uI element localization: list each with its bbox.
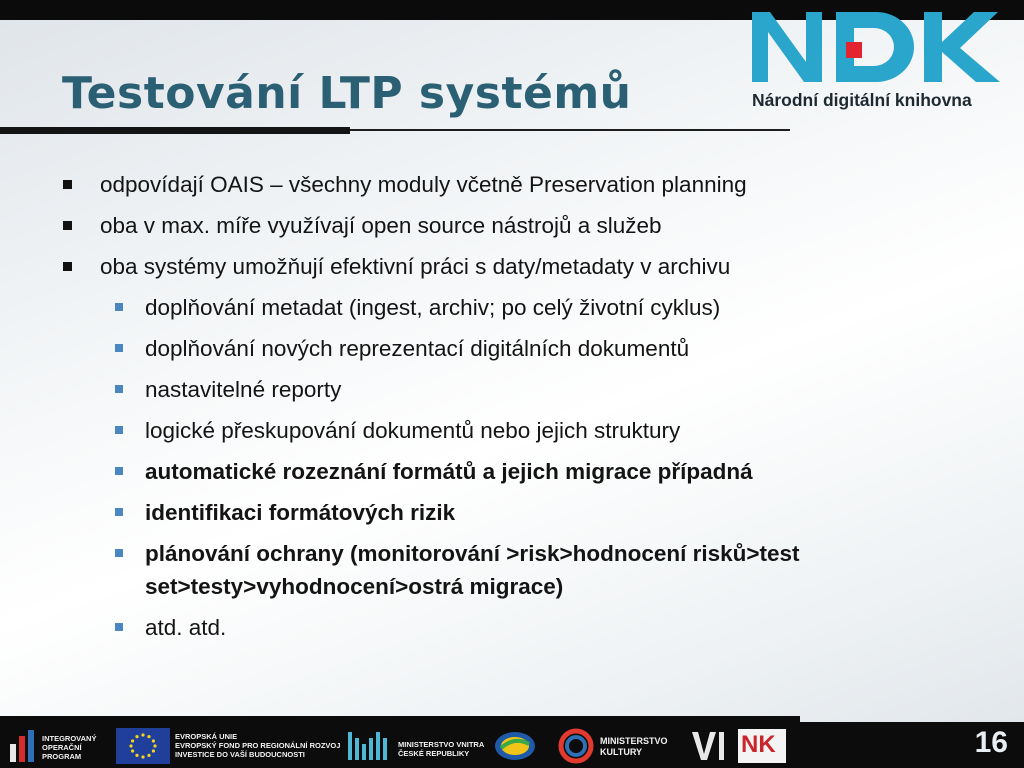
sub-list-item: logické přeskupování dokumentů nebo jejich struktury: [145, 418, 681, 443]
sub-bullet-marker: [115, 508, 123, 516]
sub-list-item: nastavitelné reporty: [145, 377, 342, 402]
vi-logo-icon: [688, 728, 728, 764]
mk-logo-icon: [558, 728, 594, 764]
eu-logo-text: EVROPSKÁ UNIE EVROPSKÝ FOND PRO REGIONÁLNÍ ROZVOJ INVESTICE DO VAŠÍ BUDOUCNOSTI: [175, 732, 341, 759]
mvcr-logo-text: MINISTERSTVO VNITRA ČESKÉ REPUBLIKY: [398, 740, 485, 758]
mvcr-logo-icon: [346, 728, 392, 764]
sub-list-item-continuation: set>testy>vyhodnocení>ostrá migrace): [145, 574, 564, 599]
nk-small-logo: NK: [738, 729, 786, 763]
list-item: odpovídají OAIS – všechny moduly včetně Preservation planning: [100, 172, 747, 197]
bullet-marker: [63, 180, 72, 189]
sub-bullet-marker: [115, 385, 123, 393]
sub-list-item: doplňování metadat (ingest, archiv; po celý životní cyklus): [145, 295, 721, 320]
title-underline-thick: [0, 127, 350, 134]
sub-bullet-marker: [115, 549, 123, 557]
sub-list-item: automatické rozeznání formátů a jejich migrace případná: [145, 459, 753, 484]
ndk-logo-subtitle: Národní digitální knihovna: [752, 90, 972, 110]
title-underline-thin: [350, 129, 790, 131]
slide-title: Testování LTP systémů: [62, 68, 632, 119]
iop-logo-icon: [8, 728, 38, 764]
sub-bullet-marker: [115, 303, 123, 311]
sub-list-item: doplňování nových reprezentací digitálních dokumentů: [145, 336, 690, 361]
bullet-marker: [63, 221, 72, 230]
regional-logo-icon: [492, 728, 538, 764]
list-item: oba v max. míře využívají open source nástrojů a služeb: [100, 213, 662, 238]
ndk-logo: [748, 6, 1024, 110]
sub-list-item: plánování ochrany (monitorování >risk>hodnocení risků>test: [145, 541, 800, 566]
mk-logo-text: MINISTERSTVO KULTURY: [600, 736, 668, 757]
eu-flag-icon: [116, 728, 170, 764]
sub-bullet-marker: [115, 623, 123, 631]
sub-list-item: identifikaci formátových rizik: [145, 500, 456, 525]
ndk-wordmark-graphic: [748, 6, 1024, 86]
sub-bullet-marker: [115, 426, 123, 434]
iop-logo-text: INTEGROVANÝ OPERAČNÍ PROGRAM: [42, 734, 97, 761]
sub-bullet-marker: [115, 467, 123, 475]
bullet-marker: [63, 262, 72, 271]
page-number: 16: [974, 726, 1008, 759]
sub-list-item: atd. atd.: [145, 615, 227, 640]
sub-bullet-marker: [115, 344, 123, 352]
list-item: oba systémy umožňují efektivní práci s daty/metadaty v archivu: [100, 254, 731, 279]
